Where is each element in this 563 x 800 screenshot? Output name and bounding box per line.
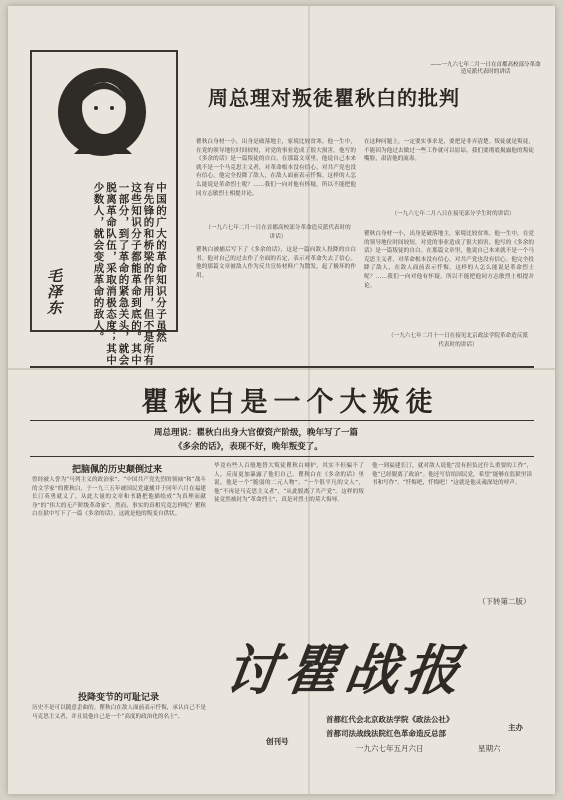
- article1-col4: 瞿秋白身材一小，出身是破落地主，家境比较贫寒。他一生中，在党的领导地位时间较短，对党的事业造成了很大损害。他写的《多余的话》是一篇叛徒的自白。在那篇文章里，他说自己本来就不是一个马克思主义者，对革命根本没有信心，对共产党也没有信心。他完全投降了敌人，在敌人面前表示忏悔。这样的人怎么能说是革命烈士呢？……我们一向对他有怀疑，所以不能把他同方志敏烈士相提并论。: [364, 231, 534, 289]
- portrait-image: [52, 62, 152, 158]
- issue-weekday: 星期六: [478, 744, 501, 753]
- publisher-line1: 首都红代会北京政法学院《政法公社》: [326, 715, 454, 724]
- divider-bottom: [30, 456, 534, 457]
- quote-line: 脱离革命队伍，采取消极态度；其中: [105, 182, 117, 366]
- divider-top: [30, 366, 534, 368]
- quote-line: 这些知识分子都能革命到底的。其中: [130, 182, 142, 366]
- publisher-line2: 首都司法战线法院红色革命造反总部: [326, 729, 446, 738]
- article1-source3: （一九六七年二月十一日在接见北京政法学院革命造反派代表时的讲话）: [388, 333, 528, 348]
- section1-title: 把脑佩的历史颠倒过来: [72, 465, 163, 475]
- article2-col3: 他一到福建长汀，就对敌人说他“没有担负过什么重要的工作”，他“已经脱离了政治”。他还写信给国民党，希望“能够在监狱里读书和写作”。“忏悔吧，忏悔吧！”这就是他灵魂深处的呼声。: [372, 463, 532, 487]
- article1-source1: （一九六七年二月一日在首都高校部分革命造反派代表时的讲话）: [205, 225, 351, 240]
- quote-line: 有先锋的和桥梁的作用，但不是所有: [142, 182, 155, 366]
- quote-line: 一部分，到了革命的紧急关头，就会: [117, 182, 130, 366]
- signature: 毛泽东: [45, 268, 63, 316]
- issue-number: 创刊号: [266, 737, 289, 746]
- divider-mid: [30, 420, 534, 421]
- masthead-title: 讨瞿战报: [221, 638, 471, 702]
- article1-note: ——一九六七年二月一日在首都高校部分革命造反派代表时的讲话: [430, 62, 541, 75]
- publisher-host: 主办: [508, 723, 523, 732]
- article1-headline: 周总理对叛徒瞿秋白的批判: [208, 86, 460, 110]
- fold-line-horizontal: [8, 368, 555, 370]
- continued-note: （下转第二版）: [478, 597, 531, 606]
- issue-date: 一九六七年五月六日: [356, 744, 424, 753]
- newspaper-sheet: [8, 6, 555, 794]
- section2-body: 历史不是可以随意歪曲的。瞿秋白在敌人面前表示忏悔，承认自己不是马克思主义者，并且说他自己是一个“高度的政治化的名士”。: [32, 705, 206, 720]
- subtitle-line2: 《多余的话》，表现不好，晚年叛变了。: [174, 442, 323, 452]
- article1-col3: 在这种问题上，一定要实事求是，要把是非弄清楚。叛徒就是叛徒，不能因为他过去做过一些工作就可以原谅。我们要彻底揭露他的叛徒嘴脸，肃清他的流毒。: [364, 139, 534, 163]
- section2-title: 投降变节的可耻记录: [78, 693, 160, 703]
- section1-body: 曾经被人誉为“马列主义的政治家”、“中国共产党先烈的领袖”和“战斗的文学家”的瞿秋白，于一九三五年被国民党逮捕并于同年六月在福建长汀英勇就义了。从此大量的文章和书籍把他描绘成“为真理而献身”的“伟大的无产阶级革命家”。然而，事实的真相究竟怎样呢？瞿秋白在狱中写下了一篇《多余的话》，这就是他的叛变自供状。: [32, 477, 206, 518]
- article1-col1: 瞿秋白身材一小，出身是破落地主，家境比较贫寒。他一生中，在党的领导地位时间较短，对党的事业造成了很大损害。他写的《多余的话》是一篇叛徒的自白。在那篇文章里，他说自己本来就不是一个马克思主义者，对革命根本没有信心，对共产党也没有信心。他完全投降了敌人，在敌人面前表示忏悔。这样的人怎么能说是革命烈士呢？……我们一向对他有怀疑，所以不能把他同方志敏烈士相提并论。: [196, 139, 356, 197]
- quotation-box: [30, 50, 178, 366]
- article1-col2: 瞿秋白被捕后写下了《多余的话》，这是一篇向敌人投降的自白书。他对自己的过去作了全面的否定，表示对革命失去了信心。他的那篇文章被敌人作为反共宣传材料广为散发，起了极坏的作用。: [196, 247, 356, 279]
- quotation-text: [92, 182, 167, 366]
- quote-line: 中国的广大的革命知识分子虽然: [155, 182, 167, 343]
- quote-line: 少数人，就会变成革命的敌人。: [92, 182, 105, 343]
- subtitle-line1: 周总理说：瞿秋白出身大官僚资产阶级，晚年写了一篇: [154, 428, 359, 438]
- main-headline: 瞿秋白是一个大叛徒: [141, 387, 439, 418]
- article2-col2: 毕竟有些人百般地替大叛徒瞿秋白辩护，其实不但骗不了人，反而更加暴露了他们自己。瞿秋白在《多余的话》里说，他是一个“脆弱的二元人物”，“一个很平凡的文人”，他“不再是马克思主义者”，“从此脱离了共产党”。这样的叛徒竟然被封为“革命烈士”，真是对烈士的莫大侮辱。: [214, 463, 364, 504]
- article1-source2: （一九六七年二月八日在接见部分学生时的讲话）: [391, 211, 515, 217]
